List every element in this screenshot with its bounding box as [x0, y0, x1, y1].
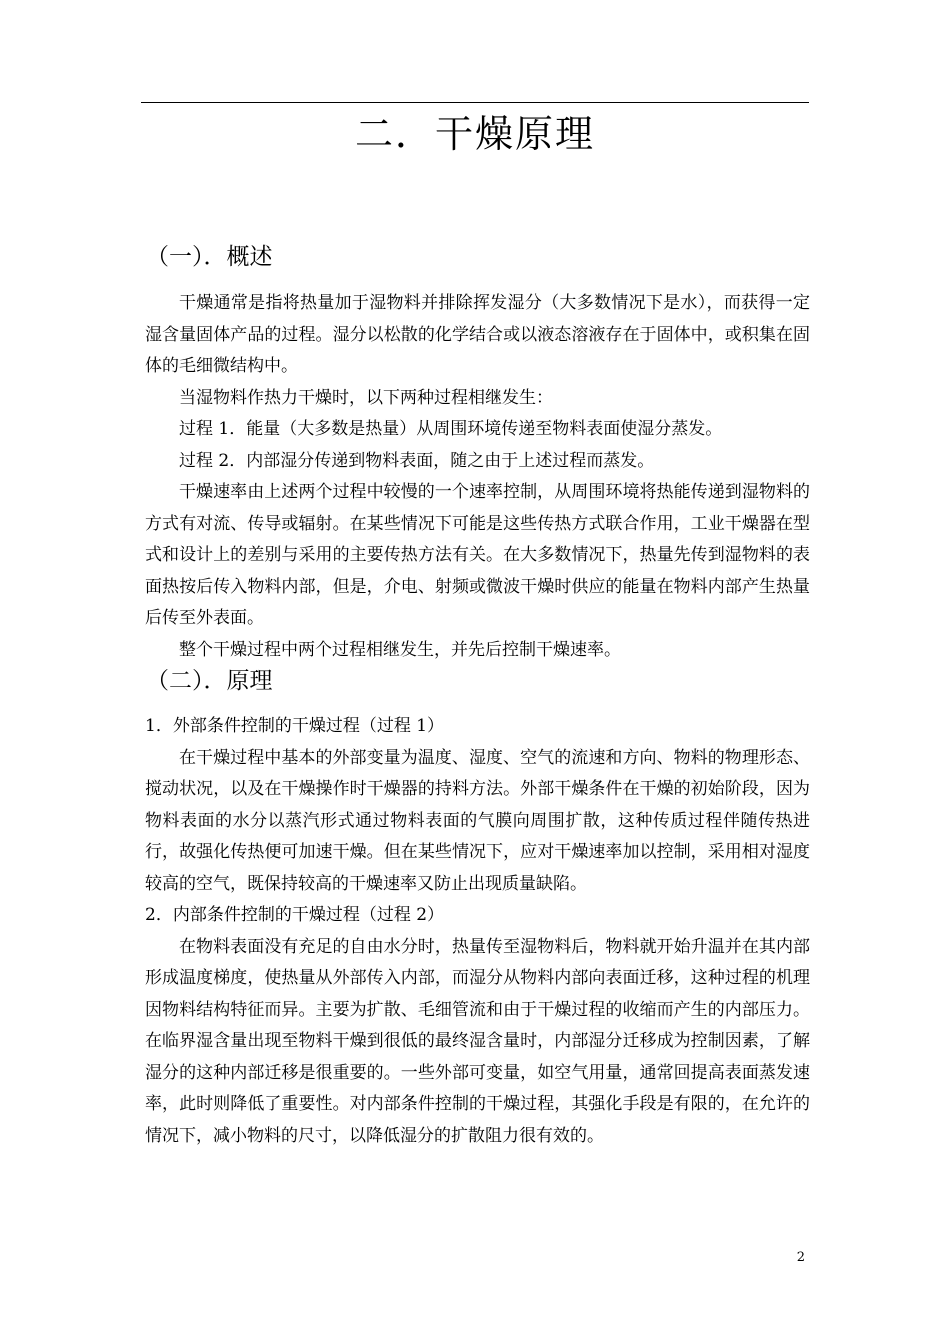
paragraph: 干燥通常是指将热量加于湿物料并排除挥发湿分（大多数情况下是水），而获得一定湿含量固体产品的过程。湿分以松散的化学结合或以液态溶液存在于固体中，或积集在固体的毛细微结构中。 [145, 293, 810, 376]
page-number: 2 [796, 1250, 805, 1265]
section-overview-body [145, 288, 810, 666]
paragraph: 过程 1．能量（大多数是热量）从周围环境传递至物料表面使湿分蒸发。 [179, 419, 723, 439]
paragraph: 在干燥过程中基本的外部变量为温度、湿度、空气的流速和方向、物料的物理形态、搅动状况，以及在干燥操作时干燥器的持料方法。外部干燥条件在干燥的初始阶段，因为物料表面的水分以蒸汽形式通过物料表面的气膜向周围扩散，这种传质过程伴随传热进行，故强化传热便可加速干燥。但在某些情况下，应对干燥速率加以控制，采用相对湿度较高的空气，既保持较高的干燥速率又防止出现质量缺陷。 [145, 747, 810, 894]
paragraph: 整个干燥过程中两个过程相继发生，并先后控制干燥速率。 [179, 639, 621, 660]
section-heading-principle: （二）．原理 [146, 668, 273, 694]
subheading: 2．内部条件控制的干燥过程（过程 2） [145, 905, 445, 925]
header-rule [141, 102, 809, 103]
subheading: 1．外部条件控制的干燥过程（过程 1） [145, 716, 445, 736]
paragraph: 当湿物料作热力干燥时，以下两种过程相继发生： [179, 387, 553, 408]
section-heading-overview: （一）．概述 [146, 244, 273, 270]
page-title: 二．干燥原理 [354, 112, 595, 156]
paragraph: 干燥速率由上述两个过程中较慢的一个速率控制，从周围环境将热能传递到湿物料的方式有对流、传导或辐射。在某些情况下可能是这些传热方式联合作用，工业干燥器在型式和设计上的差别与采用的主要传热方法有关。在大多数情况下，热量先传到湿物料的表面热按后传入物料内部，但是，介电、射频或微波干燥时供应的能量在物料内部产生热量后传至外表面。 [145, 482, 810, 628]
paragraph: 过程 2．内部湿分传递到物料表面，随之由于上述过程而蒸发。 [179, 450, 655, 471]
paragraph: 在物料表面没有充足的自由水分时，热量传至湿物料后，物料就开始升温并在其内部形成温度梯度，使热量从外部传入内部，而湿分从物料内部向表面迁移，这种过程的机理因物料结构特征而异。主要为扩散、毛细管流和由于干燥过程的收缩而产生的内部压力。在临界湿含量出现至物料干燥到很低的最终湿含量时，内部湿分迁移成为控制因素，了解湿分的这种内部迁移是很重要的。一些外部可变量，如空气用量，通常回提高表面蒸发速率，此时则降低了重要性。对内部条件控制的干燥过程，其强化手段是有限的，在允许的情况下，减小物料的尺寸，以降低湿分的扩散阻力很有效的。 [145, 936, 810, 1146]
section-principle-body [145, 711, 810, 1152]
